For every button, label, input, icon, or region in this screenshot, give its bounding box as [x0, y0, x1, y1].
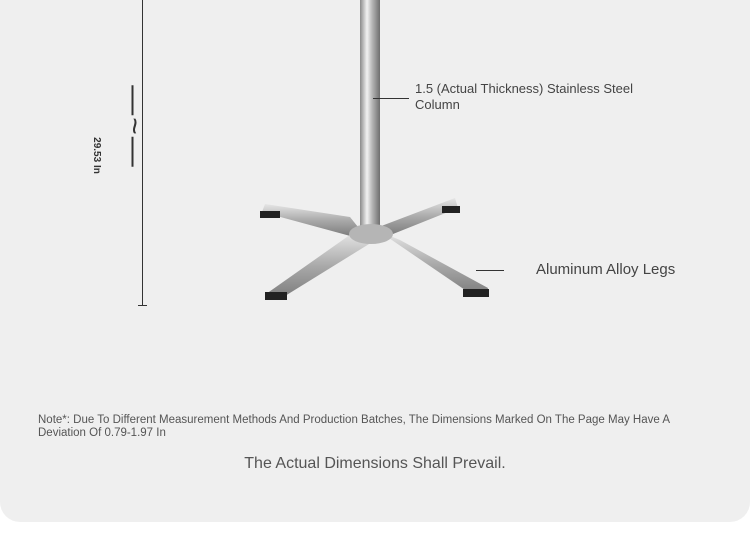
leg-front-right — [380, 232, 488, 297]
column-callout-label: 1.5 (Actual Thickness) Stainless Steel Column — [415, 81, 633, 112]
dimension-glyph: —~— — [117, 85, 151, 169]
table-base-illustration — [250, 0, 500, 320]
prevail-statement: The Actual Dimensions Shall Prevail. — [244, 455, 506, 472]
leg-back-left — [262, 204, 362, 237]
column-callout-line — [373, 98, 409, 99]
legs-callout-label: Aluminum Alloy Legs — [536, 261, 676, 278]
foot-front-right — [463, 289, 489, 297]
dimension-note: Note*: Due To Different Measurement Methods And Production Batches, The Dimensions Marked On The Page May Have A Deviation Of 0.79-1.97 In — [38, 414, 670, 439]
steel-column — [360, 0, 380, 232]
height-dimension-tick — [138, 305, 147, 306]
foot-back-right — [442, 206, 460, 213]
legs-callout-line — [476, 270, 504, 271]
hub — [349, 224, 393, 244]
foot-back-left — [260, 211, 280, 218]
foot-front-left — [265, 292, 287, 300]
height-dimension-value: 29.53 In — [90, 137, 102, 174]
